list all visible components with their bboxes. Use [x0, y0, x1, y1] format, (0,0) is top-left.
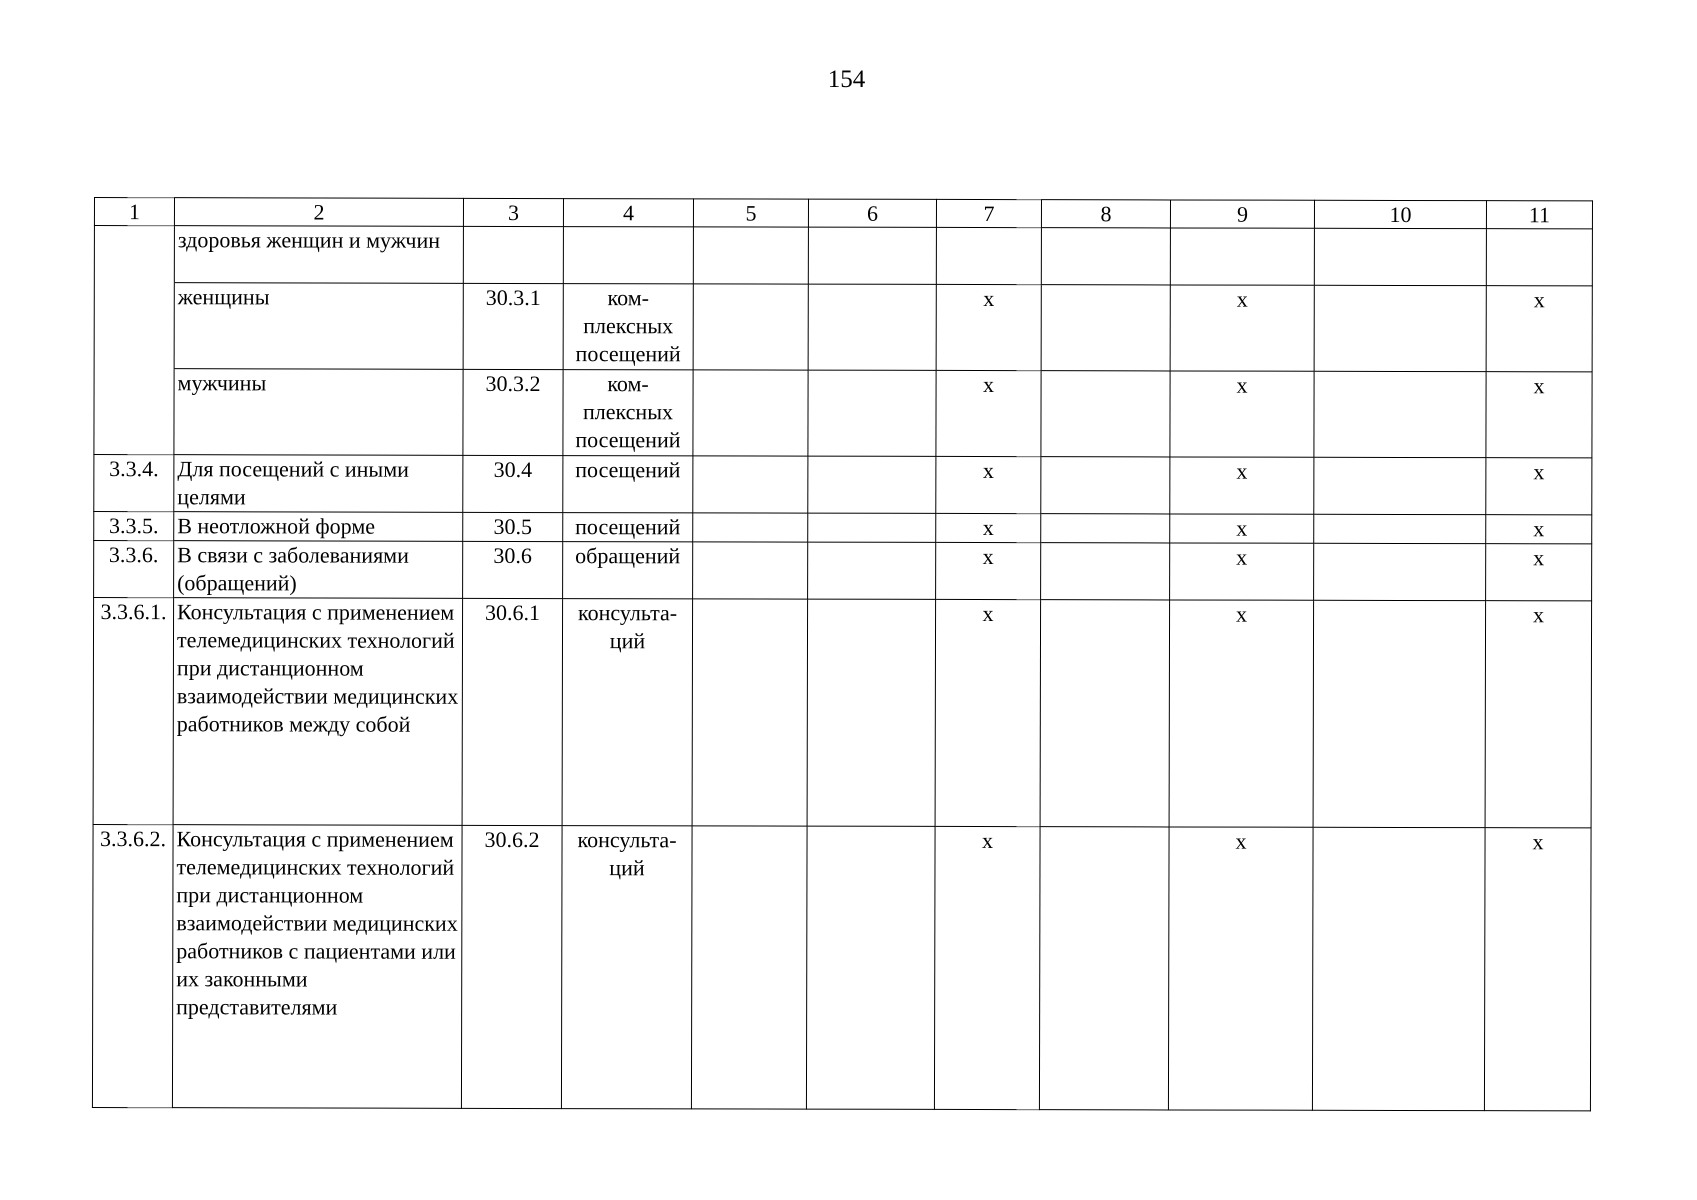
column-header: 8	[1041, 200, 1170, 228]
column-header: 3	[463, 198, 563, 226]
row-number: 3.3.4.	[94, 455, 174, 512]
column-header: 4	[563, 199, 693, 227]
row-name: женщины	[174, 283, 463, 370]
table-row	[94, 369, 1592, 458]
column-header: 6	[808, 199, 936, 227]
cell-col7: x	[936, 370, 1041, 456]
cell-col9: x	[1170, 457, 1314, 514]
row-number	[94, 283, 174, 369]
cell-col9: x	[1169, 600, 1314, 827]
cell-col8	[1041, 514, 1170, 543]
table-row	[93, 598, 1592, 828]
cell-col10	[1314, 285, 1486, 371]
cell-col9: x	[1170, 371, 1314, 457]
row-name: Консультация с применением телемедицинских технологий при дистанционном взаимодействии медицинских работников с пациентами или их законными представителями	[172, 825, 462, 1109]
table-row	[94, 455, 1592, 515]
cell-col6	[808, 513, 936, 542]
cell-col7: x	[934, 826, 1040, 1109]
table-row	[94, 512, 1592, 544]
cell-col8	[1041, 285, 1170, 371]
column-header: 1	[94, 198, 174, 226]
table-row	[92, 824, 1591, 1110]
row-unit: консульта-ций	[561, 826, 692, 1109]
table-row	[94, 226, 1592, 286]
cell-col6	[808, 227, 936, 284]
page-number: 154	[827, 66, 866, 93]
cell-col6	[808, 542, 936, 599]
table-row	[94, 283, 1592, 372]
cell-col7: x	[936, 542, 1041, 599]
cell-col9	[1170, 228, 1314, 285]
column-header: 5	[693, 199, 808, 227]
cell-col6	[806, 826, 935, 1109]
row-name: здоровья женщин и мужчин	[174, 226, 463, 284]
row-code: 30.6.1	[462, 598, 563, 825]
row-unit: ком-плексных посещений	[563, 284, 693, 370]
cell-col11: x	[1484, 828, 1591, 1111]
cell-col6	[808, 370, 936, 456]
cell-col11: x	[1486, 458, 1592, 515]
cell-col10	[1314, 514, 1486, 543]
row-number: 3.3.6.	[94, 541, 174, 598]
row-name: В неотложной форме	[174, 512, 463, 542]
row-code: 30.3.1	[463, 283, 563, 369]
row-unit: посещений	[563, 456, 693, 513]
cell-col10	[1313, 600, 1486, 827]
cell-col7: x	[935, 599, 1041, 826]
column-header: 11	[1486, 201, 1592, 229]
cell-col11	[1486, 229, 1592, 286]
row-unit: посещений	[563, 513, 693, 542]
row-code: 30.6	[463, 541, 563, 598]
cell-col5	[693, 370, 808, 456]
cell-col5	[693, 284, 808, 370]
column-header: 7	[936, 199, 1041, 227]
row-name: Консультация с применением телемедицинских технологий при дистанционном взаимодействии медицинских работников между собой	[173, 598, 463, 826]
row-number	[94, 369, 174, 455]
cell-col6	[808, 284, 936, 370]
cell-col11: x	[1485, 601, 1592, 828]
cell-col11: x	[1486, 372, 1592, 458]
cell-col5	[693, 513, 808, 542]
cell-col7	[936, 227, 1041, 284]
cell-col11: x	[1486, 544, 1592, 601]
cell-col7: x	[936, 284, 1041, 370]
row-unit: обращений	[563, 542, 693, 599]
row-number	[94, 226, 174, 283]
row-number: 3.3.6.1.	[93, 598, 174, 825]
row-number: 3.3.6.2.	[92, 824, 173, 1107]
cell-col9: x	[1170, 285, 1314, 371]
table-header-row	[94, 198, 1592, 229]
cell-col7: x	[936, 513, 1041, 542]
cell-col5	[693, 227, 808, 284]
table-row	[94, 541, 1592, 601]
cell-col10	[1314, 228, 1486, 285]
cell-col9: x	[1170, 514, 1314, 543]
row-name: мужчины	[174, 369, 463, 456]
cell-col11: x	[1486, 515, 1592, 544]
cell-col8	[1041, 228, 1170, 285]
row-unit: консульта-ций	[562, 599, 693, 826]
cell-col8	[1041, 371, 1170, 457]
cell-col11: x	[1486, 286, 1592, 372]
cell-col5	[691, 826, 807, 1109]
data-table	[92, 197, 1593, 1111]
row-number: 3.3.5.	[94, 512, 174, 541]
cell-col10	[1312, 827, 1485, 1110]
row-name: В связи с заболеваниями (обращений)	[174, 541, 463, 599]
column-header: 2	[174, 198, 463, 227]
cell-col10	[1314, 371, 1486, 457]
table-container	[92, 197, 1592, 1111]
cell-col10	[1314, 457, 1486, 514]
column-header: 9	[1170, 200, 1314, 228]
row-code	[463, 226, 563, 283]
row-code: 30.4	[463, 455, 563, 512]
row-code: 30.5	[463, 512, 563, 541]
row-name: Для посещений с иными целями	[174, 455, 463, 513]
cell-col6	[807, 599, 936, 826]
cell-col9: x	[1170, 543, 1314, 600]
cell-col5	[693, 456, 808, 513]
cell-col5	[692, 599, 808, 826]
column-header: 10	[1314, 200, 1486, 228]
row-unit	[563, 227, 693, 284]
cell-col8	[1039, 827, 1169, 1110]
cell-col7: x	[936, 456, 1041, 513]
cell-col10	[1314, 543, 1486, 600]
cell-col5	[693, 542, 808, 599]
row-code: 30.6.2	[461, 825, 562, 1108]
row-unit: ком-плексных посещений	[563, 370, 693, 456]
cell-col9: x	[1168, 827, 1313, 1110]
cell-col8	[1040, 600, 1170, 827]
cell-col8	[1041, 543, 1170, 600]
cell-col8	[1041, 457, 1170, 514]
row-code: 30.3.2	[463, 369, 563, 455]
cell-col6	[808, 456, 936, 513]
